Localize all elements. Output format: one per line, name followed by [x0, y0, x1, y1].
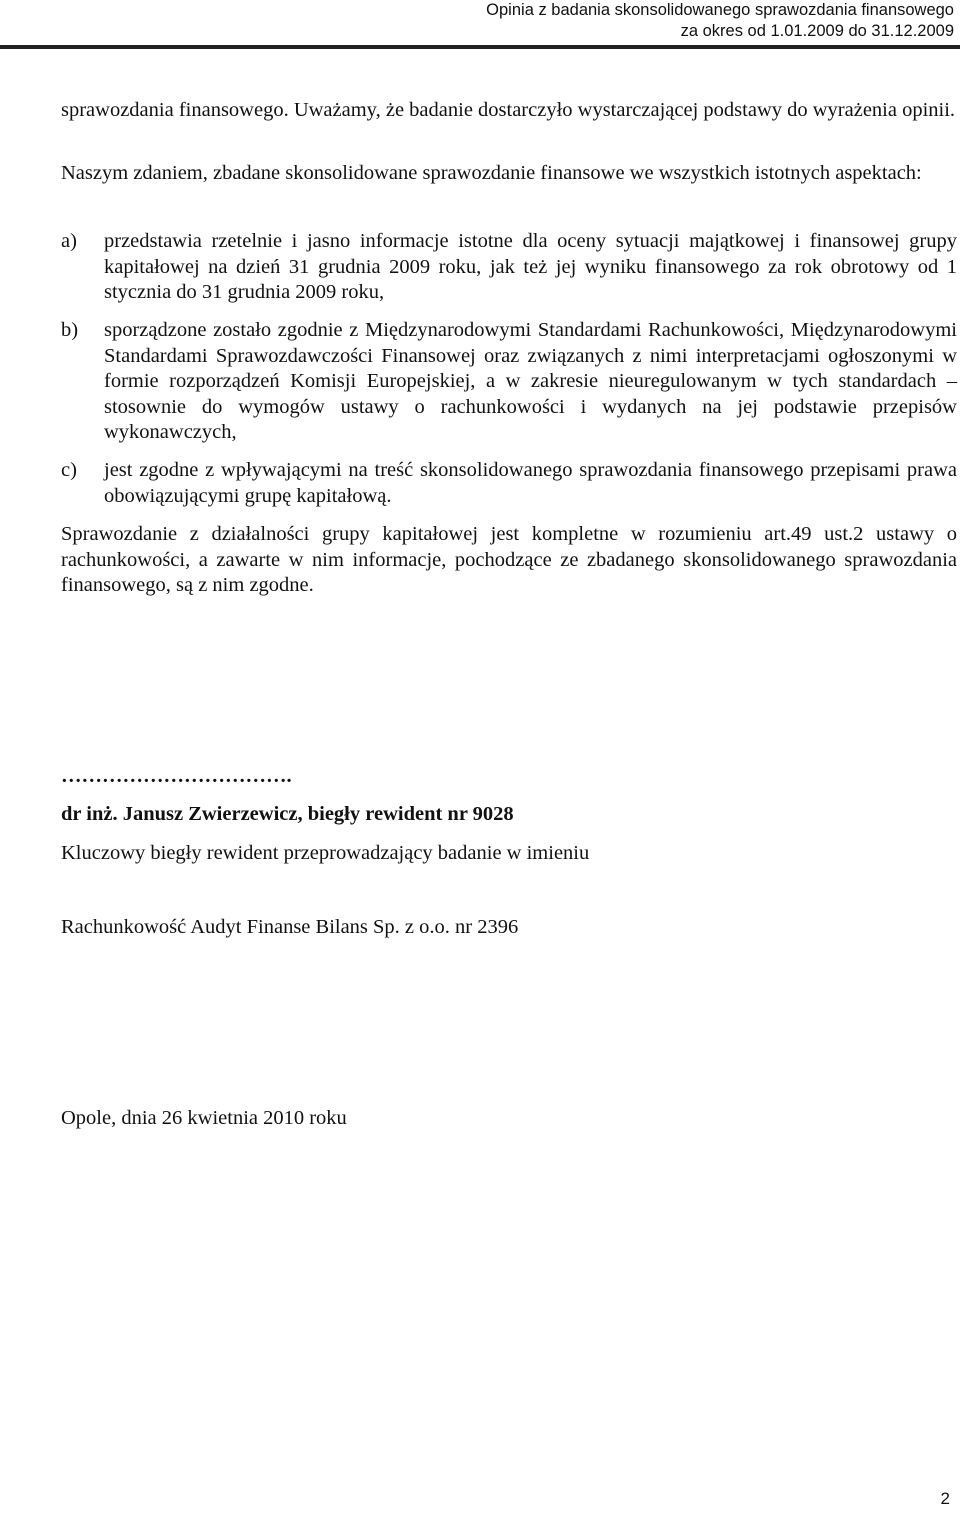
- signature-dots: …………………………….: [61, 765, 292, 787]
- paragraph-activity-report: Sprawozdanie z działalności grupy kapitałowej jest kompletne w rozumieniu art.49 ust.2 ustawy o rachunkowości, a zawarte w nim informacje, pochodzące ze zbadanego skonsolidowanego sprawozdania finansowego, są z nim zgodne.: [61, 523, 957, 596]
- page-number: 2: [940, 1489, 950, 1508]
- item-text: sporządzone zostało zgodnie z Międzynarodowymi Standardami Rachunkowości, Międzynarodowymi Standardami Sprawozdawczości Finansowej oraz związanych z nimi interpretacjami ogłoszonymi w formie rozporządzeń Komisji Europejskiej, a w zakresie nieuregulowanym w tych standardach – stosownie do wymogów ustawy o rachunkowości i wydanych na jej podstawie przepisów wykonawczych,: [104, 319, 957, 443]
- item-marker: c): [61, 459, 77, 481]
- item-marker: b): [61, 319, 79, 341]
- paragraph-continuation: sprawozdania finansowego. Uważamy, że badanie dostarczyło wystarczającej podstawy do wyrażenia opinii.: [61, 99, 956, 121]
- opinion-item-c: [61, 458, 957, 509]
- paragraph-opinion-intro: Naszym zdaniem, zbadane skonsolidowane sprawozdanie finansowe we wszystkich istotnych aspektach:: [61, 162, 922, 184]
- item-text: przedstawia rzetelnie i jasno informacje istotne dla oceny sytuacji majątkowej i finansowej grupy kapitałowej na dzień 31 grudnia 2009 roku, jak też jej wyniku finansowego za rok obrotowy od 1 stycznia do 31 grudnia 2009 roku,: [104, 230, 957, 303]
- page-header: [486, 0, 954, 42]
- opinion-item-b: [61, 318, 957, 446]
- opinion-item-a: [61, 229, 957, 306]
- header-divider: [0, 45, 960, 49]
- item-marker: a): [61, 230, 77, 252]
- auditor-name: dr inż. Janusz Zwierzewicz, biegły rewident nr 9028: [61, 803, 514, 825]
- header-period-line: za okres od 1.01.2009 do 31.12.2009: [680, 22, 954, 40]
- header-title-line: Opinia z badania skonsolidowanego sprawozdania finansowego: [486, 1, 954, 19]
- auditor-role: Kluczowy biegły rewident przeprowadzający badanie w imieniu: [61, 842, 590, 864]
- audit-firm: Rachunkowość Audyt Finanse Bilans Sp. z o.o. nr 2396: [61, 916, 519, 938]
- place-and-date: Opole, dnia 26 kwietnia 2010 roku: [61, 1107, 347, 1129]
- item-text: jest zgodne z wpływającymi na treść skonsolidowanego sprawozdania finansowego przepisami prawa obowiązującymi grupę kapitałową.: [104, 459, 957, 507]
